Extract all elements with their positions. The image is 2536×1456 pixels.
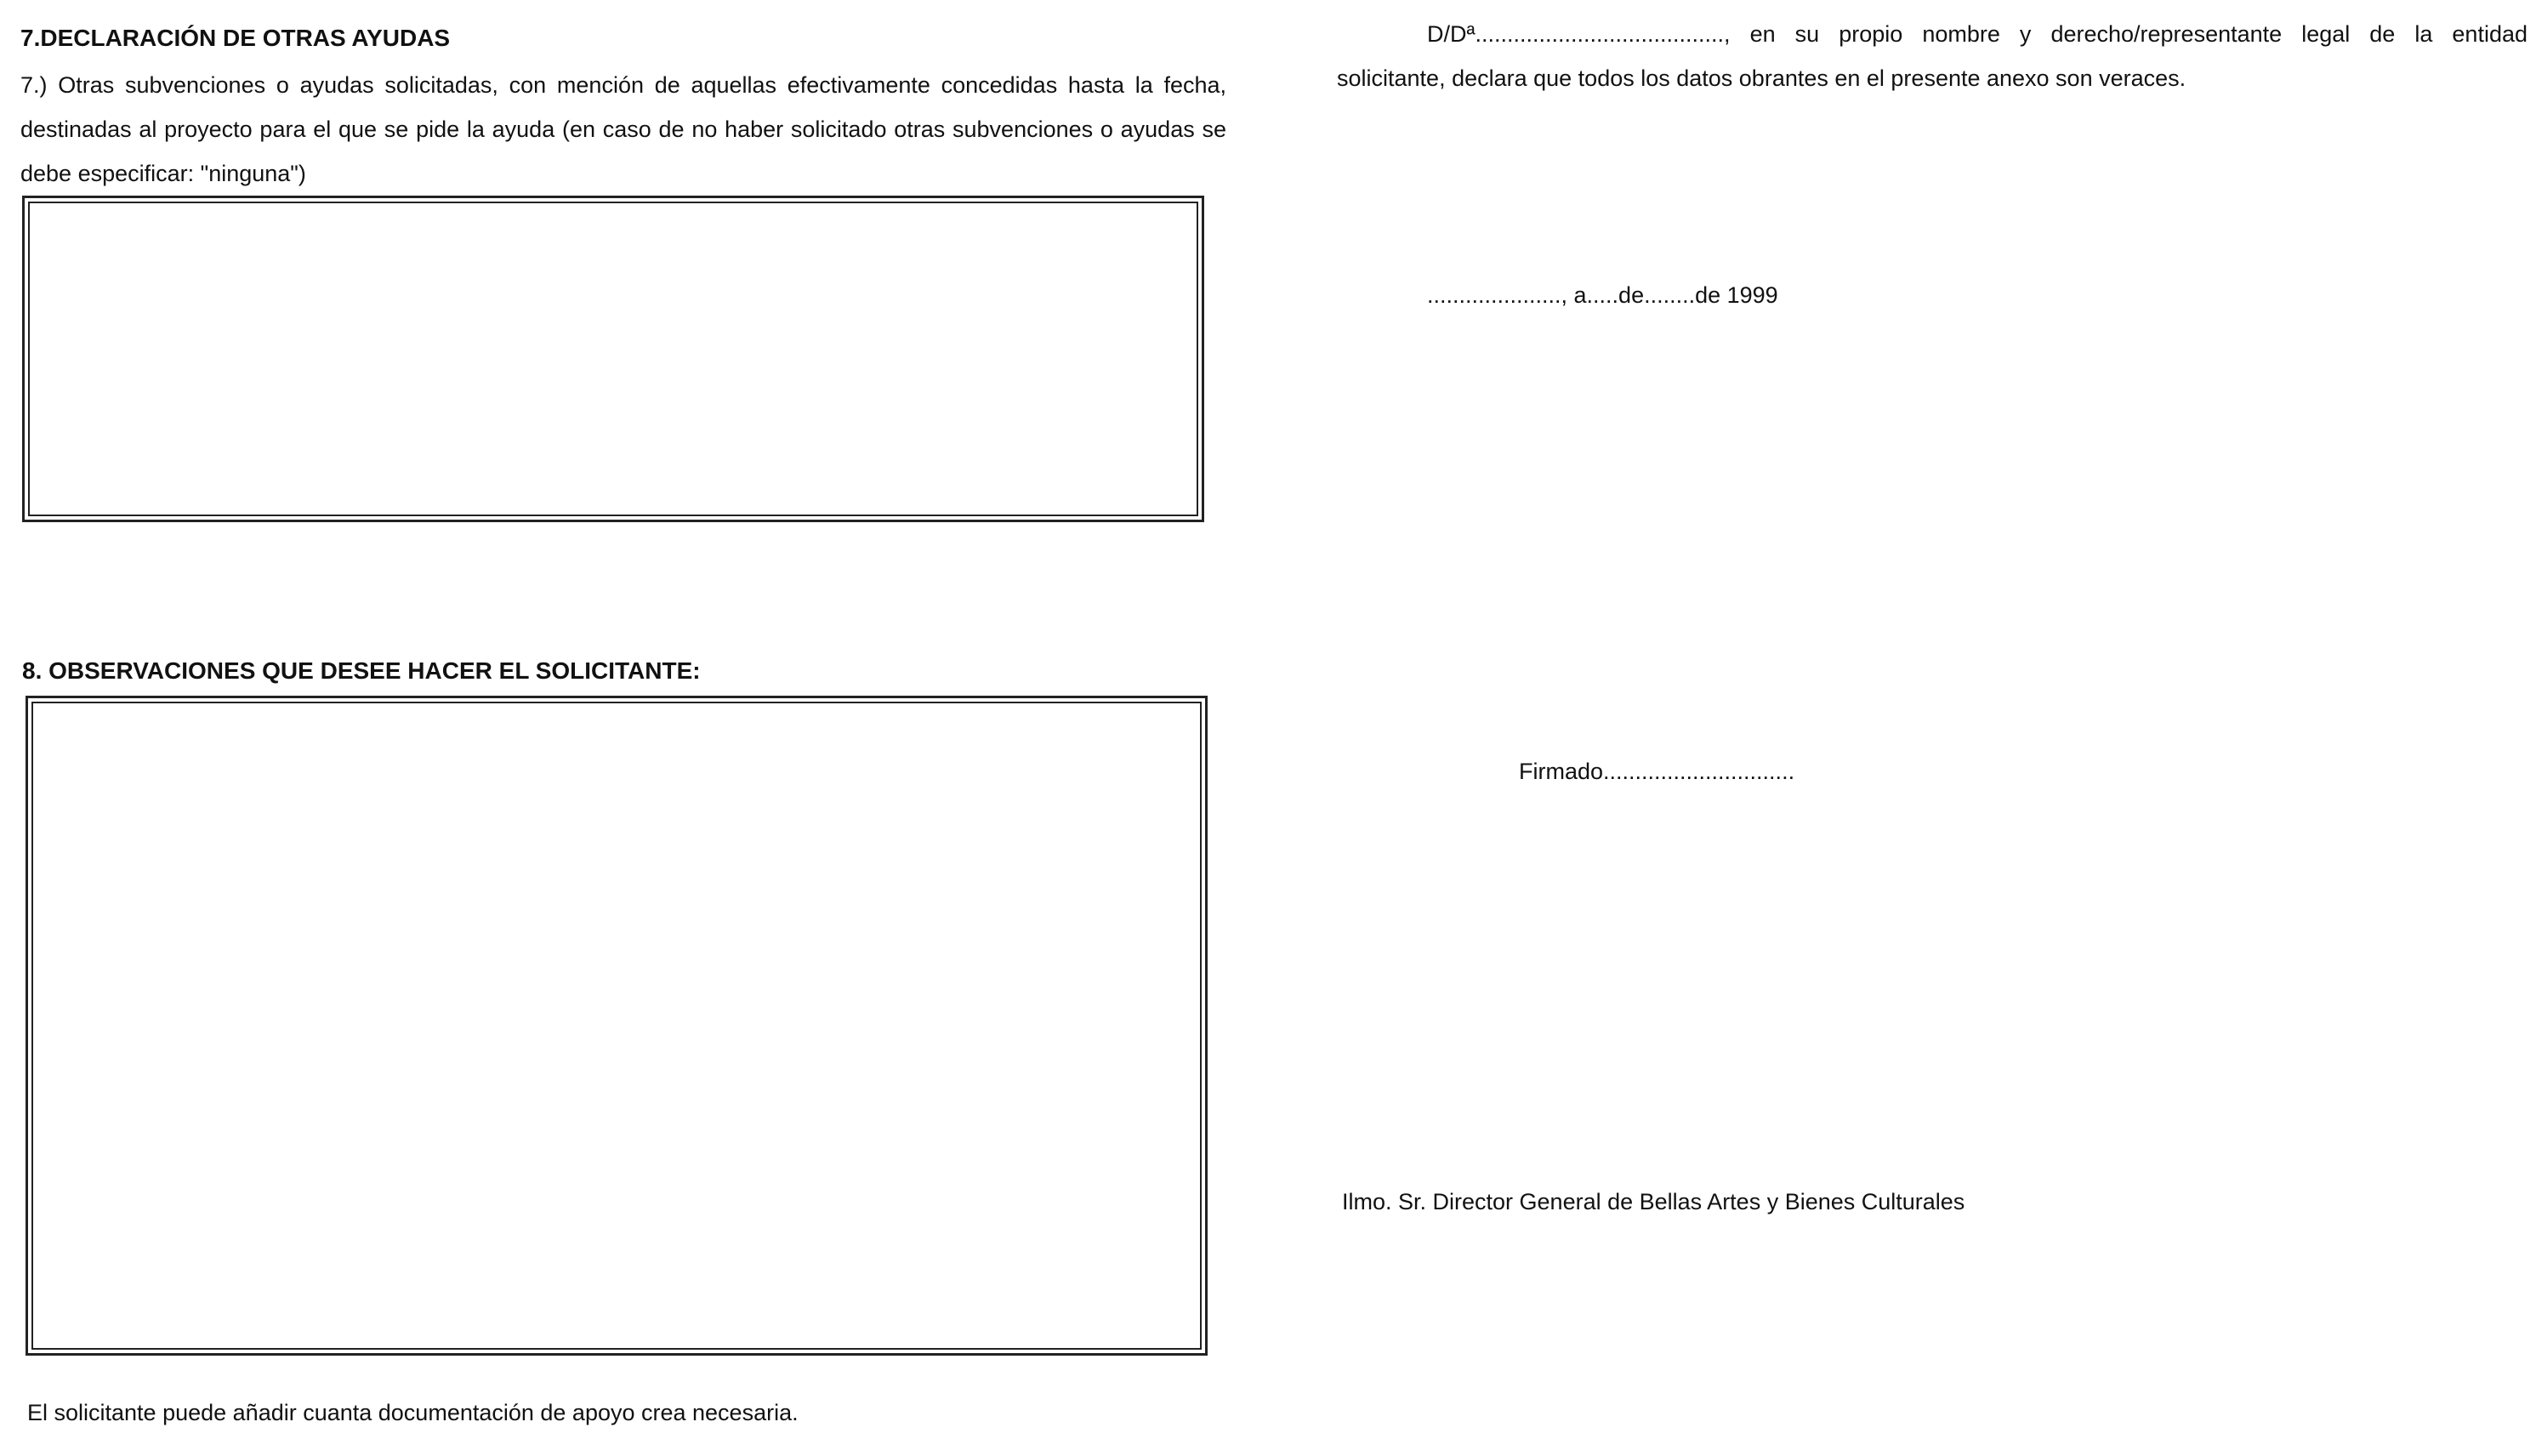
addressee: Ilmo. Sr. Director General de Bellas Artes y Bienes Culturales	[1342, 1189, 1965, 1214]
declaration-line-2: solicitante, declara que todos los datos obrantes en el presente anexo son veraces.	[1337, 65, 2186, 91]
section-7-instructions: 7.) Otras subvenciones o ayudas solicitadas, con mención de aquellas efectivamente concedidas hasta la fecha, destinadas al proyecto para el que se pide la ayuda (en caso de no haber solicitado otras subvenciones o ayudas se debe especificar: "ninguna")	[20, 72, 1226, 186]
signature-line: Firmado..............................	[1519, 759, 1795, 784]
footer-note: El solicitante puede añadir cuanta documentación de apoyo crea necesaria.	[27, 1400, 799, 1425]
other-aid-box[interactable]	[22, 196, 1204, 522]
declaration-paragraph	[1337, 12, 2527, 100]
declaration-line-1: D/Dª......................................., en su propio nombre y derecho/representante legal de la entidad	[1427, 21, 2527, 47]
section-7-title: 7.DECLARACIÓN DE OTRAS AYUDAS	[20, 25, 451, 51]
other-aid-field[interactable]	[28, 202, 1198, 516]
observations-field[interactable]	[31, 702, 1202, 1350]
place-date-line: ....................., a.....de........de 1999	[1427, 282, 1778, 308]
section-8-title: 8. OBSERVACIONES QUE DESEE HACER EL SOLICITANTE:	[22, 657, 701, 684]
observations-box[interactable]	[26, 696, 1208, 1356]
